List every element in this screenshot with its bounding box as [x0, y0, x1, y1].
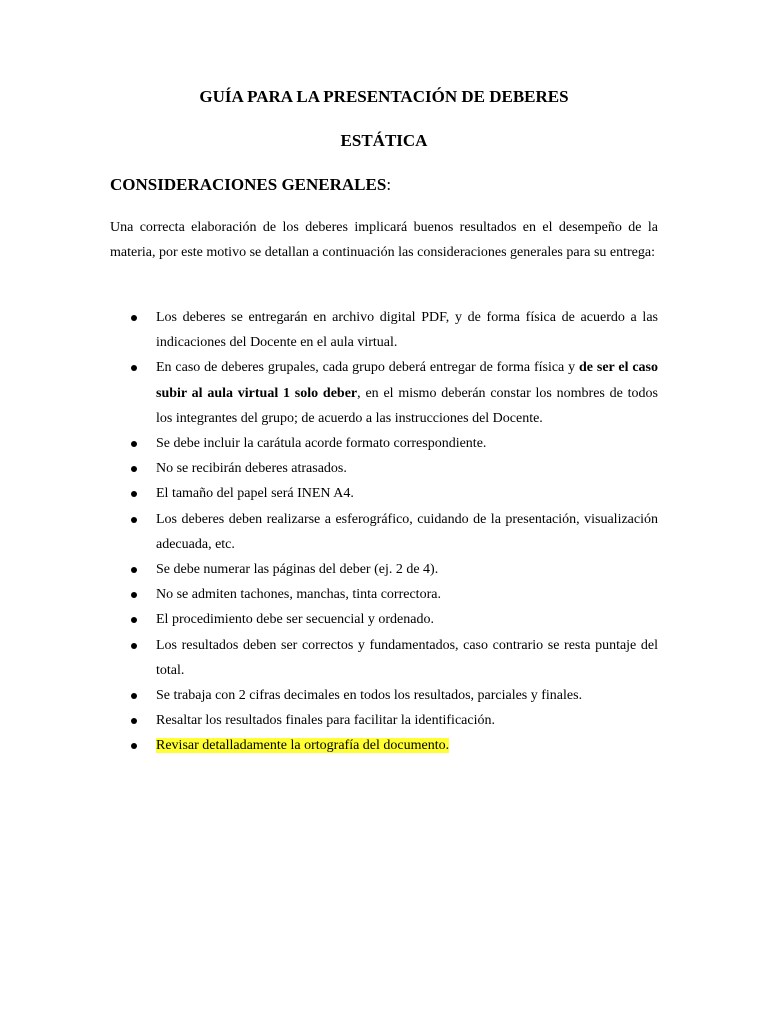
list-item-text: Los deberes se entregarán en archivo digital PDF, y de forma física de acuerdo a las indicaciones del Docente en el aula virtual.	[156, 310, 658, 351]
list-item	[110, 683, 658, 708]
bullet-icon	[131, 517, 137, 523]
bullet-icon	[131, 365, 137, 371]
section-heading	[110, 175, 391, 195]
list-item-text: El procedimiento debe ser secuencial y ordenado.	[156, 612, 434, 628]
bullet-icon	[131, 592, 137, 598]
list-item	[110, 633, 658, 683]
list-item-text-before: En caso de deberes grupales, cada grupo deberá entregar de forma física y	[156, 360, 580, 376]
bullet-icon	[131, 441, 137, 447]
bullet-icon	[131, 693, 137, 699]
list-item-text-bold: de ser el caso subir al aula virtual 1 solo deber	[156, 360, 659, 401]
list-item	[110, 507, 658, 557]
section-heading-text: CONSIDERACIONES GENERALES	[110, 175, 387, 194]
list-item-text-after: , en el mismo deberán constar los nombres de todos los integrantes del grupo; de acuerdo a las instrucciones del Docente.	[156, 385, 658, 426]
list-item	[110, 431, 658, 456]
bullet-icon	[131, 466, 137, 472]
bullet-icon	[131, 315, 137, 321]
list-item-text: Se debe numerar las páginas del deber (ej. 2 de 4).	[156, 562, 439, 578]
document-title: GUÍA PARA LA PRESENTACIÓN DE DEBERES	[199, 87, 569, 106]
list-item-text: El tamaño del papel será INEN A4.	[156, 486, 354, 502]
list-item-text: Resaltar los resultados finales para facilitar la identificación.	[156, 713, 495, 729]
list-item-text: Se trabaja con 2 cifras decimales en todos los resultados, parciales y finales.	[156, 688, 583, 704]
highlighted-text: Revisar detalladamente la ortografía del documento.	[156, 738, 450, 754]
list-item-text: Los deberes deben realizarse a esferográfico, cuidando de la presentación, visualización adecuada, etc.	[156, 511, 658, 552]
bullet-icon	[131, 567, 137, 573]
list-item	[110, 557, 658, 582]
list-item-text: Los resultados deben ser correctos y fundamentados, caso contrario se resta puntaje del total.	[156, 637, 658, 678]
bullet-icon	[131, 491, 137, 497]
list-item-text	[156, 355, 658, 431]
list-item	[110, 305, 658, 355]
bullet-icon	[131, 617, 137, 623]
bullet-icon	[131, 643, 137, 649]
intro-paragraph: Una correcta elaboración de los deberes implicará buenos resultados en el desempeño de la materia, por este motivo se detallan a continuación las consideraciones generales para su entrega:	[110, 220, 658, 260]
list-item-text: Se debe incluir la carátula acorde formato correspondiente.	[156, 436, 487, 452]
list-item-text	[156, 733, 658, 758]
list-item	[110, 733, 658, 758]
list-item	[110, 708, 658, 733]
list-item	[110, 355, 658, 431]
section-heading-colon: :	[386, 175, 392, 194]
document-subject: ESTÁTICA	[340, 131, 428, 150]
list-item-text: No se admiten tachones, manchas, tinta correctora.	[156, 587, 441, 603]
list-item	[110, 456, 658, 481]
bullet-icon	[131, 743, 137, 749]
list-item	[110, 582, 658, 607]
list-item-text: No se recibirán deberes atrasados.	[156, 461, 347, 477]
list-item	[110, 481, 658, 506]
considerations-list	[110, 305, 658, 759]
list-item	[110, 607, 658, 632]
bullet-icon	[131, 718, 137, 724]
